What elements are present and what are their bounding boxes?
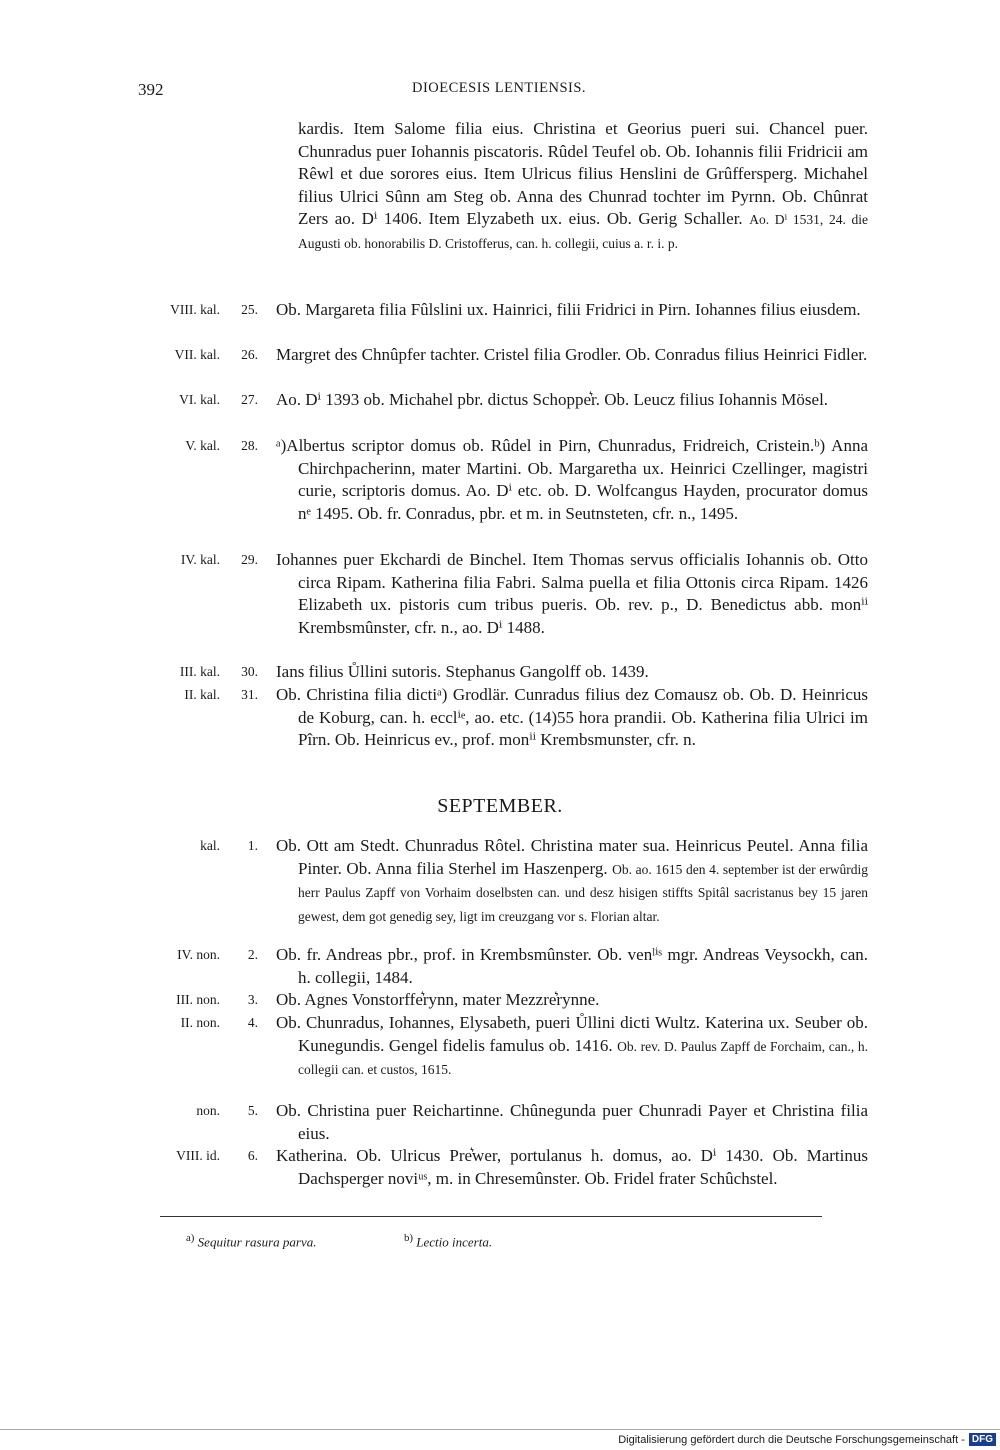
entry-day: 6. <box>247 1148 258 1163</box>
entry-text: Ians filius Ůllini sutoris. Stephanus Gangolff ob. 1439. <box>276 662 649 681</box>
entry-main-text: Ob. Chunradus, Iohannes, Elysabeth, pueri Ůllini dicti Wultz. Katerina ux. Seuber ob. Kunegundis. Gengel fidelis famulus ob. 1416. <box>276 1013 868 1055</box>
continuation-paragraph <box>298 118 868 255</box>
entry-day: 26. <box>241 347 258 362</box>
footnote-divider <box>160 1216 822 1217</box>
entry-kal: V. kal. <box>185 438 220 453</box>
entry-day: 4. <box>247 1015 258 1030</box>
entry-day: 31. <box>241 687 258 702</box>
entry-text: Ob. Christina filia dictiᵃ) Grodlär. Cunradus filius dez Comausz ob. Ob. D. Heinricus de Koburg, can. h. ecclⁱᵉ, ao. etc. (14)55 hora prandii. Ob. Katherina filia Ulrici im Pîrn. Ob. Heinricus ev., prof. monⁱⁱ Krembsmunster, cfr. n. <box>276 685 868 749</box>
entry-text <box>276 835 868 928</box>
entry-day: 1. <box>247 838 258 853</box>
entry-kal: VIII. kal. <box>170 302 220 317</box>
page-number: 392 <box>138 80 164 99</box>
entry-day: 2. <box>247 947 258 962</box>
entry-kal: IV. kal. <box>180 552 220 567</box>
footnote-text: Sequitur rasura parva. <box>197 1234 317 1250</box>
entry-note: Ob. ao. 1615 den 4. september ist der erwûrdig herr Paulus Zapff von Vorhaim doselbsten can. und desz hisigen stiffts Spitâl sacristanus bey 15 jaren gewest, dem got genedig sey, ligt im creuzgang vor s. Florian altar. <box>298 861 869 924</box>
footnote <box>404 1232 492 1250</box>
entry-text: Iohannes puer Ekchardi de Binchel. Item Thomas servus officialis Iohannis ob. Otto circa Ripam. Katherina filia Fabri. Salma puella et filia Ottonis circa Ripam. 1426 Elizabeth ux. pistoris cum tribus pueris. Ob. rev. p., D. Benedictus abb. monⁱⁱ Krembsmûnster, cfr. n., ao. Dⁱ 1488. <box>276 550 868 637</box>
entry-kal: VI. kal. <box>179 392 220 407</box>
entry-day: 30. <box>241 664 258 679</box>
entry-day: 29. <box>241 552 258 567</box>
entry-kal: II. non. <box>180 1015 220 1030</box>
entry-day: 28. <box>241 438 258 453</box>
footnote <box>186 1232 316 1250</box>
entry-text: Margret des Chnûpfer tachter. Cristel filia Grodler. Ob. Conradus filius Heinrici Fidler. <box>276 345 868 364</box>
continuation-text: kardis. Item Salome filia eius. Christina et Georius pueri sui. Chancel puer. Chunradus puer Iohannis piscatoris. Rûdel Teufel ob. Ob. Iohannis filii Fridricii am Rêwl et due sorores eius. Item Ulricus filius Henslini de Grûffersperg. Michahel filius Ulrici Sûnn am Steg ob. Anna des Chunrad tochter im Pyrnn. Ob. Chûnrat Zers ao. Dⁱ 1406. Item Elyzabeth ux. eius. Ob. Gerig Schaller. <box>298 119 868 228</box>
continuation-note: Ao. Dⁱ 1531, 24. die Augusti ob. honorabilis D. Cristofferus, can. h. collegii, cuius a. r. i. p. <box>298 212 868 251</box>
footnote-text: Lectio incerta. <box>416 1234 493 1250</box>
entry-note: Ob. rev. D. Paulus Zapff de Forchaim, can., h. collegii can. et custos, 1615. <box>298 1038 868 1077</box>
entry-kal: VIII. id. <box>176 1148 220 1163</box>
month-heading: SEPTEMBER. <box>437 795 563 817</box>
footnote-mark: a) <box>186 1232 195 1244</box>
entry-main-text: Ob. Ott am Stedt. Chunradus Rôtel. Christina mater sua. Heinricus Peutel. Anna filia Pinter. Ob. Anna filia Sterhel im Haszenperg. <box>276 836 868 878</box>
entry-text: Ob. fr. Andreas pbr., prof. in Krembsmûnster. Ob. venˡⁱˢ mgr. Andreas Veysockh, can. h. collegii, 1484. <box>276 945 868 987</box>
footer-divider <box>0 1429 1000 1430</box>
entry-text <box>276 1012 868 1082</box>
entry-day: 5. <box>247 1103 258 1118</box>
footer <box>618 1433 996 1446</box>
entry-kal: III. kal. <box>179 664 220 679</box>
dfg-logo: DFG <box>969 1433 996 1446</box>
entry-kal: IV. non. <box>177 947 220 962</box>
entry-kal: VII. kal. <box>174 347 220 362</box>
entry-kal: kal. <box>200 838 220 853</box>
running-title: DIOECESIS LENTIENSIS. <box>412 80 587 96</box>
entry-text: ᵃ)Albertus scriptor domus ob. Rûdel in Pirn, Chunradus, Fridreich, Cristein.ᵇ) Anna Chirchpacherinn, mater Martini. Ob. Margaretha ux. Heinrici Czellinger, magistri curie, scriptoris domus. Ao. Dⁱ etc. ob. D. Wolfcangus Hayden, procurator domus nᵉ 1495. Ob. fr. Conradus, pbr. et m. in Seutnsteten, cfr. n., 1495. <box>276 436 868 523</box>
entry-text: Ao. Dⁱ 1393 ob. Michahel pbr. dictus Schoppe͛r. Ob. Leucz filius Iohannis Mösel. <box>276 390 829 409</box>
entry-kal: II. kal. <box>184 687 220 702</box>
entry-day: 3. <box>247 992 258 1007</box>
entry-kal: III. non. <box>176 992 220 1007</box>
entry-day: 25. <box>241 302 258 317</box>
footer-text: Digitalisierung gefördert durch die Deutsche Forschungsgemeinschaft - <box>618 1433 965 1446</box>
entry-text: Ob. Margareta filia Fûlslini ux. Hainrici, filii Fridrici in Pirn. Iohannes filius eiusdem. <box>276 300 861 319</box>
entry-text: Katherina. Ob. Ulricus Pre͛wer, portulanus h. domus, ao. Dⁱ 1430. Ob. Martinus Dachsperger noviᵘˢ, m. in Chresemûnster. Ob. Fridel frater Schûchstel. <box>276 1146 868 1188</box>
entry-day: 27. <box>241 392 258 407</box>
entry-kal: non. <box>196 1103 220 1118</box>
entry-text: Ob. Christina puer Reichartinne. Chûnegunda puer Chunradi Payer et Christina filia eius. <box>276 1101 868 1143</box>
entry-text: Ob. Agnes Vonstorffe͛rynn, mater Mezzre͛rynne. <box>276 990 600 1009</box>
footnote-mark: b) <box>404 1232 414 1244</box>
